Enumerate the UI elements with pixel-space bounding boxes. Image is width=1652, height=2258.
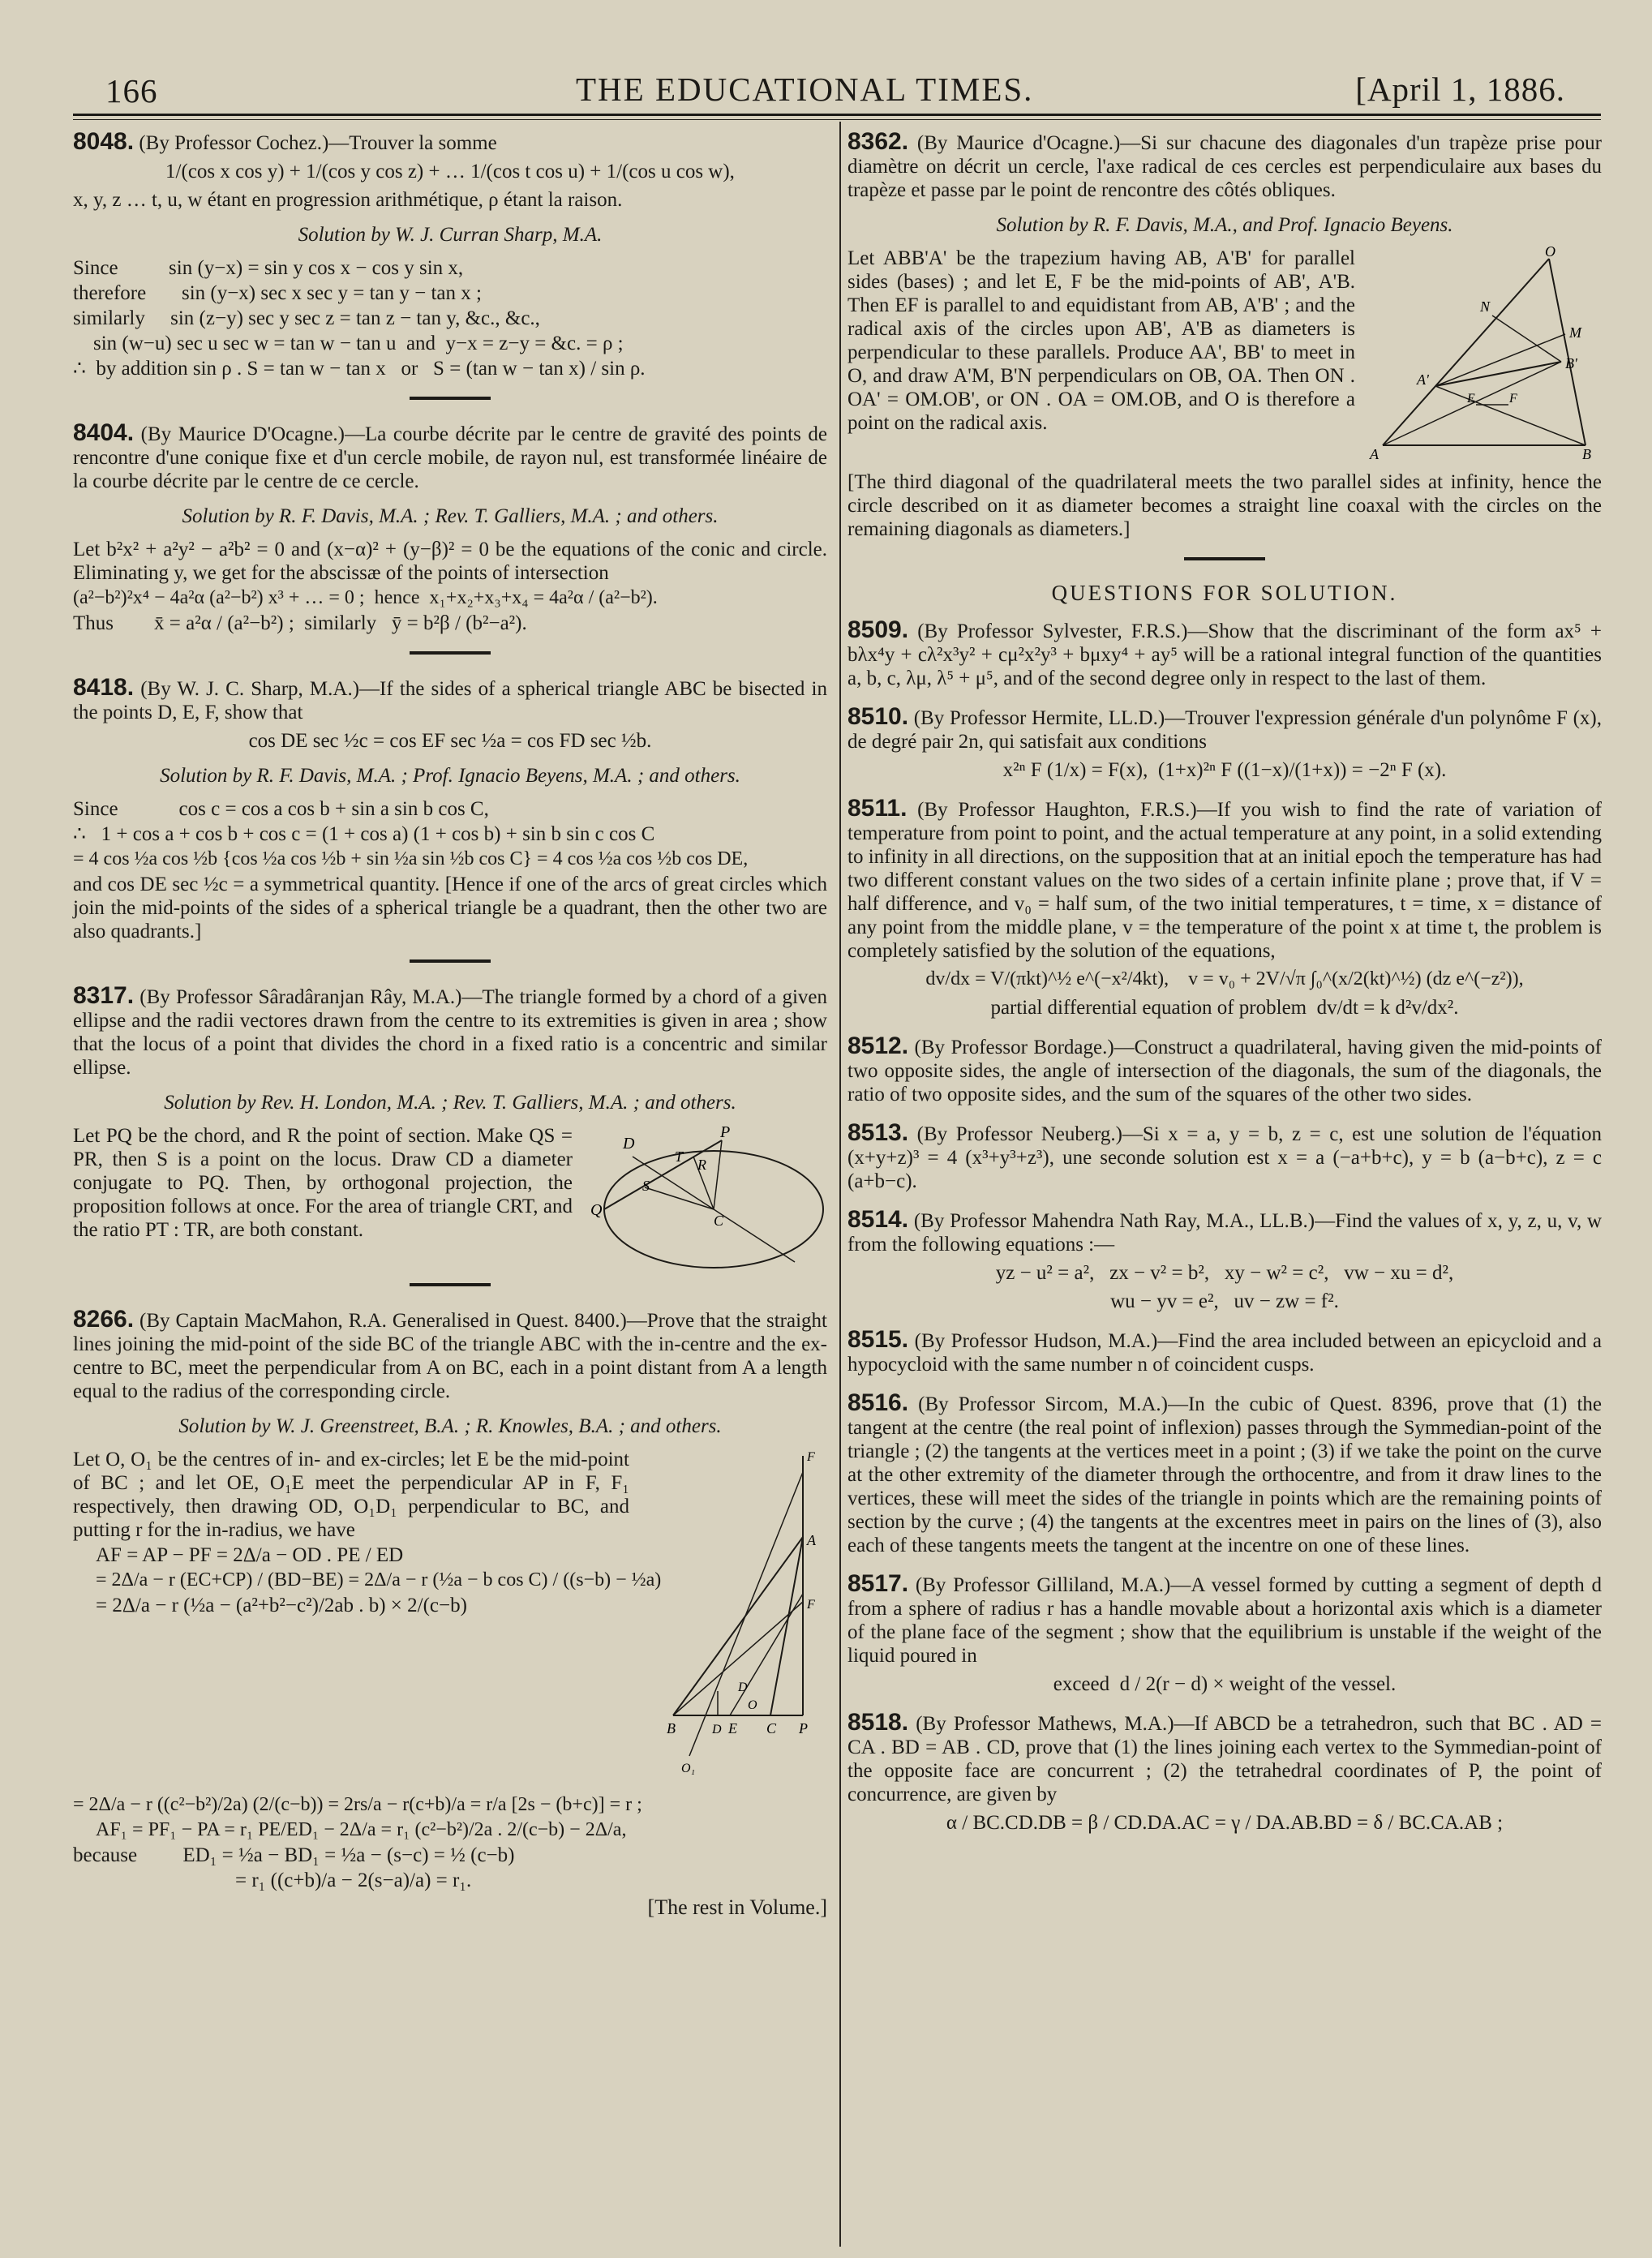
- question-8517: [847, 1572, 1602, 1696]
- article-8048: [73, 130, 827, 380]
- question-number: 8404.: [73, 419, 135, 446]
- solution-credit: Solution by R. F. Davis, M.A., and Prof. Ignacio Beyens.: [996, 214, 1453, 236]
- question-number: 8514.: [847, 1206, 909, 1233]
- trapezium-figure: [1367, 247, 1602, 466]
- equation-line: = 2Δ/a − r (EC+CP) / (BD−BE) = 2Δ/a − r (½a − b cos C) / ((s−b) − ½a): [96, 1569, 662, 1590]
- label-A: A: [1370, 446, 1379, 462]
- question-text: (By Professor Haughton, F.R.S.)—If you wish to find the rate of variation of temperature from point to point, and the actual temperature at any point, in a solid extending to infinity in all directions, on the supposition that at an initial epoch the temperature has had two different constant values on the two sides of a certain infinite plane ; prove that, if V = half difference, and v₀ = half sum, of the two initial temperatures, t = time, x = distance of any point from the middle plane, v = the temperature of the point x at time t, the problem is completely satisfied by the solution of the equations,: [847, 799, 1602, 962]
- solution-credit: Solution by Rev. H. London, M.A. ; Rev. T. Galliers, M.A. ; and others.: [164, 1092, 736, 1114]
- question-8514: [847, 1208, 1602, 1313]
- question-number: 8518.: [847, 1709, 909, 1736]
- label-N: N: [1480, 298, 1491, 315]
- solution-credit: Solution by W. J. Greenstreet, B.A. ; R. Knowles, B.A. ; and others.: [178, 1415, 722, 1437]
- question-text: (By Professor Sylvester, F.R.S.)—Show that the discriminant of the form ax⁵ + bλx⁴y + cλ²x³y² + cμ²x²y³ + bμxy⁴ + ay⁵ will be a rational integral function of the quantities a, b, c, λμ, λ⁵ + μ⁵, and of the second degree only in respect to the last of them.: [847, 620, 1602, 689]
- equation-line: = 2Δ/a − r (½a − (a²+b²−c²)/2ab . b) × 2/(c−b): [96, 1595, 467, 1616]
- label-P: P: [720, 1124, 731, 1141]
- question-8511: [847, 796, 1602, 1020]
- ellipse-figure: [584, 1124, 827, 1278]
- question-text: (By Professor Sâradâranjan Rây, M.A.)—The triangle formed by a chord of a given ellipse and the radii vectores drawn from the centre to its extremities is given in area ; show that the locus of a point that divides the chord in a fixed ratio is a concentric and similar ellipse.: [73, 986, 827, 1079]
- question-text: (By Professor Sircom, M.A.)—In the cubic of Quest. 8396, prove that (1) the tangent at the centre (the real point of inflexion) passes through the Symmedian-point of the triangle ; (2) the tangents at the vertices meet in a point ; (3) if we take the point on the curve at the other extremity of the diameter through the orthocentre, and from it draw lines to the vertices, these will meet the sides of the triangle in points which are the remaining points of section by the curve ; (4) the tangents at the excentres meet in pairs on the lines of (3), also each of these tangents meets the tangent at the incentre on one of these lines.: [847, 1393, 1602, 1556]
- question-number: 8266.: [73, 1306, 135, 1333]
- question-number: 8512.: [847, 1032, 909, 1059]
- equation-line: AF = AP − PF = 2Δ/a − OD . PE / ED: [96, 1544, 404, 1566]
- question-8510: [847, 705, 1602, 782]
- question-text: (By Captain MacMahon, R.A. Generalised in Quest. 8400.)—Prove that the straight lines joining the mid-point of the side BC of the triangle ABC with the in-centre and the ex-centre to BC, meet the perpendicular from A on BC, each in a point distant from A a length equal to the radius of the corresponding circle.: [73, 1310, 827, 1402]
- solution-credit: Solution by R. F. Davis, M.A. ; Prof. Ignacio Beyens, M.A. ; and others.: [160, 765, 740, 787]
- question-number: 8516.: [847, 1389, 909, 1416]
- equation-line: Since cos c = cos a cos b + sin a sin b cos C,: [73, 798, 489, 820]
- question-number: 8511.: [847, 795, 908, 822]
- condition-text: x, y, z … t, u, w étant en progression arithmétique, ρ étant la raison.: [73, 189, 623, 211]
- question-text: (By Professor Mathews, M.A.)—If ABCD be a tetrahedron, such that BC . AD = CA . BD = AB . CD, prove that (1) the lines joining each vertex to the Symmedian-point of the opposite face are concurrent ; (2) the tetrahedral coordinates of P, the point of concurrence, are given by: [847, 1713, 1602, 1805]
- formula: 1/(cos x cos y) + 1/(cos y cos z) + … 1/(cos t cos u) + 1/(cos u cos w),: [165, 161, 735, 182]
- question-8518: [847, 1711, 1602, 1835]
- question-number: 8048.: [73, 128, 135, 155]
- question-8512: [847, 1034, 1602, 1106]
- article-8362: [847, 130, 1602, 541]
- label-A-prime: A': [1417, 371, 1429, 388]
- label-M: M: [1569, 324, 1581, 341]
- equation-line: = 2Δ/a − r ((c²−b²)/2a) (2/(c−b)) = 2rs/a − r(c+b)/a = r/a [2s − (b+c)] = r ;: [73, 1794, 642, 1815]
- question-text: (By Maurice d'Ocagne.)—Si sur chacune des diagonales d'un trapèze prise pour diamètre on décrit un cercle, l'axe radical de ces cercles est perpendiculaire aux bases du trapèze et passe par le point de rencontre des côtés obliques.: [847, 132, 1602, 201]
- article-8404: [73, 421, 827, 635]
- article-8418: [73, 676, 827, 943]
- continued-note: [The rest in Volume.]: [647, 1895, 827, 1919]
- page-number: 166: [105, 72, 158, 109]
- equation-line: ∴ 1 + cos a + cos b + cos c = (1 + cos a) (1 + cos b) + sin b sin c cos C: [73, 823, 655, 845]
- equation-line: similarly sin (z−y) sec y sec z = tan z − tan y, &c., &c.,: [73, 307, 540, 329]
- solution-text: Let PQ be the chord, and R the point of section. Make QS = PR, then S is a point on the locus. Draw CD a diameter conjugate to PQ. Then, by orthogonal projection, the proposition follows at once. For the area of triangle CRT, and the ratio PT : TR, are both constant.: [73, 1125, 573, 1241]
- equation-line: AF₁ = PF₁ − PA = r₁ PE/ED₁ − 2Δ/a = r₁ (c²−b²)/2a . 2/(c−b) − 2Δ/a,: [96, 1819, 627, 1840]
- question-number: 8317.: [73, 982, 135, 1009]
- masthead: THE EDUCATIONAL TIMES.: [576, 71, 1034, 108]
- label-R: R: [697, 1157, 706, 1173]
- equation-line: therefore sin (y−x) sec x sec y = tan y − tan x ;: [73, 282, 482, 304]
- label-P: P: [799, 1720, 808, 1736]
- label-B: B: [667, 1720, 676, 1736]
- question-number: 8510.: [847, 703, 909, 730]
- question-text: (By W. J. C. Sharp, M.A.)—If the sides of a spherical triangle ABC be bisected in the points D, E, F, show that: [73, 678, 828, 723]
- label-E: E: [1467, 392, 1475, 406]
- article-8266: [73, 1307, 827, 1919]
- label-O: O: [1545, 247, 1555, 260]
- solution-text: [The third diagonal of the quadrilateral meets the two parallel sides at infinity, hence the circle described on it as diameter becomes a straight line coaxal with the circles on the remaining diagonals as diameters.]: [847, 471, 1602, 540]
- solution-credit: Solution by R. F. Davis, M.A. ; Rev. T. Galliers, M.A. ; and others.: [182, 505, 719, 527]
- equation: exceed d / 2(r − d) × weight of the vessel.: [1053, 1673, 1397, 1695]
- equation-line: ∴ by addition sin ρ . S = tan w − tan x or S = (tan w − tan x) / sin ρ.: [73, 358, 646, 380]
- equation-line: Since sin (y−x) = sin y cos x − cos y sin x,: [73, 257, 464, 279]
- left-column: [73, 130, 827, 1934]
- section-separator: [410, 397, 491, 400]
- equation: α / BC.CD.DB = β / CD.DA.AC = γ / DA.AB.BD = δ / BC.CA.AB ;: [946, 1812, 1504, 1834]
- solution-text: and cos DE sec ½c = a symmetrical quantity. [Hence if one of the arcs of great circles which join the mid-points of the sides of a spherical triangle be a quadrant, then the other two are also quadrants.]: [73, 874, 827, 942]
- solution-text: Let ABB'A' be the trapezium having AB, A'B' for parallel sides (bases) ; and let E, F be the mid-points of AB', A'B. Then EF is parallel to and equidistant from AB, A'B' ; and the radical axis of the circles upon AB', A'B as diameters is perpendicular to these parallels. Produce AA', BB' to meet in O, and draw A'M, B'N perpendiculars on OB, OA. Then ON . OA' = OM.OB', or ON . OA = OM.OB, and O is therefore a point on the radical axis.: [847, 247, 1355, 434]
- question-8516: [847, 1391, 1602, 1557]
- header-rule: [73, 114, 1601, 116]
- equation: x²ⁿ F (1/x) = F(x), (1+x)²ⁿ F ((1−x)/(1+x)) = −2ⁿ F (x).: [1002, 759, 1447, 781]
- label-F: F: [1509, 392, 1517, 406]
- label-B: B: [1582, 446, 1591, 462]
- label-E: E: [728, 1720, 737, 1736]
- question-text: (By Professor Gilliland, M.A.)—A vessel formed by cutting a segment of depth d from a sphere of radius r has a handle movable about a horizontal axis which is a diameter of the plane face of the segment ; show that the equilibrium is unstable if the weight of the liquid poured in: [847, 1574, 1602, 1667]
- question-8515: [847, 1328, 1602, 1376]
- column-divider: [839, 122, 841, 2247]
- question-number: 8513.: [847, 1119, 909, 1146]
- equation-line: Thus x̄ = a²α / (a²−b²) ; similarly ȳ = b²β / (b²−a²).: [73, 612, 527, 634]
- equation: dv/dx = V/(πkt)^½ e^(−x²/4kt), v = v₀ + 2V/√π ∫₀^(x/2(kt)^½) (dz e^(−z²)),: [925, 968, 1524, 989]
- label-C: C: [714, 1213, 724, 1229]
- question-text: (By Professor Cochez.)—Trouver la somme: [139, 132, 497, 154]
- section-separator: [410, 959, 491, 963]
- question-text: (By Professor Hermite, LL.D.)—Trouver l'expression générale d'un polynôme F (x), de degré pair 2n, qui satisfait aux conditions: [847, 707, 1603, 753]
- question-text: (By Professor Hudson, M.A.)—Find the area included between an epicycloid and a hypocycloid with the same number n of coincident cusps.: [847, 1330, 1602, 1376]
- issue-date: [April 1, 1886.: [1355, 71, 1565, 108]
- label-Q: Q: [590, 1201, 603, 1219]
- label-B-prime: B': [1565, 355, 1577, 371]
- equation: partial differential equation of problem dv/dt = k d²v/dx².: [990, 997, 1459, 1019]
- question-number: 8515.: [847, 1326, 909, 1353]
- header-rule-thin: [73, 119, 1601, 120]
- solution-text: Let O, O₁ be the centres of in- and ex-circles; let E be the mid-point of BC ; and let OE, O₁E meet the perpendicular AP in F, F₁ respectively, then drawing OD, O₁D₁ perpendicular to BC, and putting r for the in-radius, we have: [73, 1449, 629, 1541]
- label-T: T: [675, 1148, 684, 1165]
- label-D: D: [623, 1135, 635, 1153]
- label-F1: F: [807, 1598, 815, 1612]
- triangle-figure: [641, 1448, 827, 1788]
- equation-line: = r₁ ((c+b)/a − 2(s−a)/a) = r₁.: [235, 1870, 472, 1891]
- question-text: (By Maurice D'Ocagne.)—La courbe décrite par le centre de gravité des points de rencontre d'une conique fixe et d'un cercle mobile, de rayon nul, est transformée linéaire de la courbe décrite par le centre de ce cercle.: [73, 423, 828, 492]
- label-F: F: [807, 1450, 815, 1464]
- label-A: A: [807, 1532, 816, 1548]
- question-number: 8418.: [73, 674, 135, 701]
- label-C: C: [766, 1720, 777, 1736]
- question-text: (By Professor Bordage.)—Construct a quadrilateral, having given the mid-points of two opposite sides, the angle of intersection of the diagonals, the sum of the diagonals, the ratio of two opposite sides, and the sum of the squares of the other two sides.: [847, 1037, 1603, 1105]
- label-D: D: [738, 1681, 748, 1694]
- equation: cos DE sec ½c = cos EF sec ½a = cos FD sec ½b.: [248, 730, 652, 752]
- right-column: [847, 130, 1602, 1849]
- label-S: S: [642, 1178, 650, 1194]
- section-separator: [1184, 557, 1265, 560]
- solution-credit: Solution by W. J. Curran Sharp, M.A.: [298, 224, 603, 246]
- question-8509: [847, 618, 1602, 690]
- question-text: (By Professor Neuberg.)—Si x = a, y = b, z = c, est une solution de l'équation (x+y+z)³ = 4 (x³+y³+z³), une seconde solution est x = a (−a+b+c), y = b (a−b+c), z = c (a+b−c).: [847, 1123, 1602, 1192]
- question-number: 8517.: [847, 1570, 909, 1597]
- solution-text: Let b²x² + a²y² − a²b² = 0 and (x−α)² + (y−β)² = 0 be the equations of the conic and circle. Eliminating y, we get for the abscissæ of the points of intersection: [73, 539, 827, 584]
- equation-line: (a²−b²)²x⁴ − 4a²α (a²−b²) x³ + … = 0 ; hence x₁+x₂+x₃+x₄ = 4a²α / (a²−b²).: [73, 587, 658, 608]
- equation: wu − yv = e², uv − zw = f².: [1110, 1290, 1339, 1312]
- section-separator: [410, 1283, 491, 1286]
- equation-line: sin (w−u) sec u sec w = tan w − tan u and y−x = z−y = &c. = ρ ;: [73, 333, 624, 354]
- page-header: [105, 67, 1565, 115]
- equation: yz − u² = a², zx − v² = b², xy − w² = c², vw − xu = d²,: [995, 1262, 1454, 1284]
- questions-heading: QUESTIONS FOR SOLUTION.: [1051, 581, 1398, 605]
- question-number: 8362.: [847, 128, 909, 155]
- label-D1: D: [712, 1723, 722, 1736]
- label-O1: O₁: [681, 1762, 696, 1775]
- equation-line: because ED₁ = ½a − BD₁ = ½a − (s−c) = ½ (c−b): [73, 1844, 515, 1866]
- question-text: (By Professor Mahendra Nath Ray, M.A., LL.B.)—Find the values of x, y, z, u, v, w from the following equations :—: [847, 1210, 1602, 1256]
- section-separator: [410, 651, 491, 655]
- equation-line: = 4 cos ½a cos ½b {cos ½a cos ½b + sin ½a sin ½b cos C} = 4 cos ½a cos ½b cos DE,: [73, 848, 749, 869]
- question-8513: [847, 1121, 1602, 1193]
- question-number: 8509.: [847, 616, 909, 643]
- label-O: O: [748, 1698, 757, 1712]
- article-8317: [73, 984, 827, 1242]
